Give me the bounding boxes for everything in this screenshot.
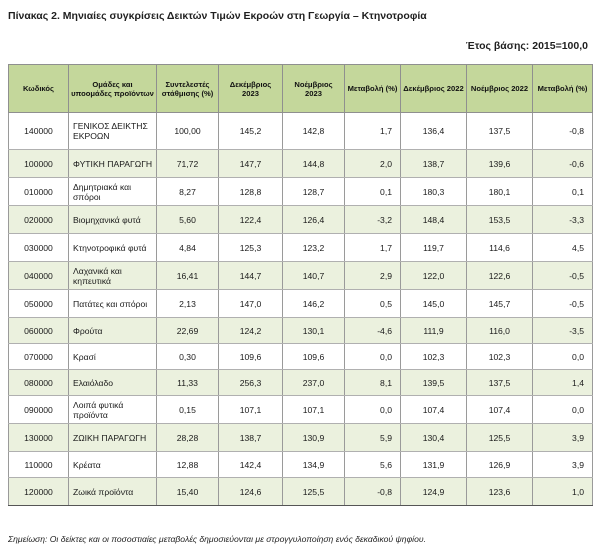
table-row — [9, 370, 593, 396]
cell-change-2022: -3,3 — [533, 206, 593, 234]
cell-dec-2022: 180,3 — [401, 178, 467, 206]
table-row — [9, 290, 593, 318]
table-row — [9, 452, 593, 478]
cell-dec-2023: 256,3 — [219, 370, 283, 396]
cell-code: 130000 — [9, 424, 69, 452]
cell-dec-2023: 122,4 — [219, 206, 283, 234]
cell-dec-2022: 148,4 — [401, 206, 467, 234]
cell-weight: 11,33 — [157, 370, 219, 396]
cell-nov-2023: 237,0 — [283, 370, 345, 396]
cell-dec-2023: 128,8 — [219, 178, 283, 206]
cell-nov-2023: 123,2 — [283, 234, 345, 262]
table-row — [9, 178, 593, 206]
cell-dec-2023: 124,6 — [219, 478, 283, 506]
cell-nov-2022: 137,5 — [467, 113, 533, 150]
cell-code: 100000 — [9, 150, 69, 178]
cell-nov-2023: 128,7 — [283, 178, 345, 206]
cell-weight: 4,84 — [157, 234, 219, 262]
cell-change-2022: 0,0 — [533, 344, 593, 370]
cell-change-2023: 2,0 — [345, 150, 401, 178]
cell-nov-2022: 137,5 — [467, 370, 533, 396]
cell-change-2022: -0,5 — [533, 262, 593, 290]
cell-dec-2022: 130,4 — [401, 424, 467, 452]
cell-nov-2022: 122,6 — [467, 262, 533, 290]
cell-dec-2022: 139,5 — [401, 370, 467, 396]
cell-change-2023: 5,6 — [345, 452, 401, 478]
cell-nov-2023: 146,2 — [283, 290, 345, 318]
table-title: Πίνακας 2. Μηνιαίες συγκρίσεις Δεικτών Τιμών Εκροών στη Γεωργία – Κτηνοτροφία — [8, 10, 427, 22]
cell-dec-2022: 138,7 — [401, 150, 467, 178]
cell-change-2022: 0,1 — [533, 178, 593, 206]
cell-weight: 12,88 — [157, 452, 219, 478]
cell-code: 020000 — [9, 206, 69, 234]
cell-nov-2023: 134,9 — [283, 452, 345, 478]
base-year-label: Έτος βάσης: 2015=100,0 — [465, 40, 588, 52]
cell-nov-2022: 180,1 — [467, 178, 533, 206]
cell-dec-2023: 109,6 — [219, 344, 283, 370]
table-row — [9, 478, 593, 506]
cell-nov-2022: 116,0 — [467, 318, 533, 344]
table-row — [9, 424, 593, 452]
cell-change-2022: 0,0 — [533, 396, 593, 424]
cell-dec-2023: 138,7 — [219, 424, 283, 452]
cell-dec-2022: 102,3 — [401, 344, 467, 370]
cell-nov-2023: 125,5 — [283, 478, 345, 506]
cell-weight: 16,41 — [157, 262, 219, 290]
price-index-table — [8, 64, 593, 506]
header-change-2023: Μεταβολή (%) — [345, 65, 401, 113]
cell-change-2023: 0,1 — [345, 178, 401, 206]
cell-code: 040000 — [9, 262, 69, 290]
header-group: Ομάδες και υποομάδες προϊόντων — [69, 65, 157, 113]
cell-nov-2022: 125,5 — [467, 424, 533, 452]
header-change-2022: Μεταβολή (%) — [533, 65, 593, 113]
cell-group: Ζωικά προϊόντα — [69, 478, 157, 506]
cell-nov-2022: 153,5 — [467, 206, 533, 234]
cell-change-2023: -0,8 — [345, 478, 401, 506]
cell-change-2023: 1,7 — [345, 234, 401, 262]
cell-dec-2022: 119,7 — [401, 234, 467, 262]
cell-group: Φρούτα — [69, 318, 157, 344]
cell-change-2022: 3,9 — [533, 424, 593, 452]
table-row — [9, 344, 593, 370]
cell-change-2023: 1,7 — [345, 113, 401, 150]
cell-change-2022: 4,5 — [533, 234, 593, 262]
cell-change-2023: 2,9 — [345, 262, 401, 290]
cell-group: Ελαιόλαδο — [69, 370, 157, 396]
cell-nov-2023: 107,1 — [283, 396, 345, 424]
cell-change-2022: 1,0 — [533, 478, 593, 506]
cell-change-2023: 0,0 — [345, 396, 401, 424]
cell-change-2022: -0,8 — [533, 113, 593, 150]
cell-nov-2022: 102,3 — [467, 344, 533, 370]
cell-group: Κρασί — [69, 344, 157, 370]
cell-change-2023: 0,0 — [345, 344, 401, 370]
cell-nov-2023: 130,9 — [283, 424, 345, 452]
cell-weight: 22,69 — [157, 318, 219, 344]
cell-nov-2023: 140,7 — [283, 262, 345, 290]
table-row — [9, 206, 593, 234]
cell-weight: 100,00 — [157, 113, 219, 150]
cell-dec-2023: 147,7 — [219, 150, 283, 178]
header-row — [9, 65, 593, 113]
header-nov-2022: Νοέμβριος 2022 — [467, 65, 533, 113]
cell-dec-2022: 122,0 — [401, 262, 467, 290]
cell-group: Δημητριακά και σπόροι — [69, 178, 157, 206]
cell-group: ΖΩΙΚΗ ΠΑΡΑΓΩΓΗ — [69, 424, 157, 452]
cell-weight: 15,40 — [157, 478, 219, 506]
table-row — [9, 396, 593, 424]
cell-dec-2022: 107,4 — [401, 396, 467, 424]
cell-nov-2023: 130,1 — [283, 318, 345, 344]
cell-group: Βιομηχανικά φυτά — [69, 206, 157, 234]
cell-dec-2022: 111,9 — [401, 318, 467, 344]
cell-nov-2022: 139,6 — [467, 150, 533, 178]
cell-change-2023: 0,5 — [345, 290, 401, 318]
cell-change-2023: 5,9 — [345, 424, 401, 452]
table-row — [9, 262, 593, 290]
cell-weight: 28,28 — [157, 424, 219, 452]
cell-group: ΦΥΤΙΚΗ ΠΑΡΑΓΩΓΗ — [69, 150, 157, 178]
cell-change-2022: -0,6 — [533, 150, 593, 178]
cell-nov-2022: 126,9 — [467, 452, 533, 478]
cell-group: ΓΕΝΙΚΟΣ ΔΕΙΚΤΗΣ ΕΚΡΟΩΝ — [69, 113, 157, 150]
header-code: Κωδικός — [9, 65, 69, 113]
cell-nov-2022: 123,6 — [467, 478, 533, 506]
header-dec-2023: Δεκέμβριος 2023 — [219, 65, 283, 113]
cell-dec-2023: 145,2 — [219, 113, 283, 150]
cell-code: 060000 — [9, 318, 69, 344]
cell-group: Κτηνοτροφικά φυτά — [69, 234, 157, 262]
cell-change-2023: 8,1 — [345, 370, 401, 396]
table-row — [9, 113, 593, 150]
cell-code: 120000 — [9, 478, 69, 506]
cell-nov-2022: 114,6 — [467, 234, 533, 262]
footnote: Σημείωση: Οι δείκτες και οι ποσοστιαίες μεταβολές δημοσιεύονται με στρογγυλοποίηση ενός δεκαδικού ψηφίου. — [8, 534, 426, 544]
cell-change-2022: -0,5 — [533, 290, 593, 318]
header-dec-2022: Δεκέμβριος 2022 — [401, 65, 467, 113]
cell-weight: 71,72 — [157, 150, 219, 178]
cell-group: Πατάτες και σπόροι — [69, 290, 157, 318]
cell-dec-2022: 124,9 — [401, 478, 467, 506]
table-row — [9, 150, 593, 178]
cell-nov-2022: 145,7 — [467, 290, 533, 318]
cell-code: 110000 — [9, 452, 69, 478]
cell-dec-2023: 142,4 — [219, 452, 283, 478]
cell-change-2022: -3,5 — [533, 318, 593, 344]
cell-change-2023: -3,2 — [345, 206, 401, 234]
cell-nov-2023: 144,8 — [283, 150, 345, 178]
cell-nov-2023: 126,4 — [283, 206, 345, 234]
cell-code: 030000 — [9, 234, 69, 262]
cell-weight: 0,15 — [157, 396, 219, 424]
cell-dec-2023: 124,2 — [219, 318, 283, 344]
header-nov-2023: Νοέμβριος 2023 — [283, 65, 345, 113]
cell-code: 070000 — [9, 344, 69, 370]
cell-change-2022: 1,4 — [533, 370, 593, 396]
cell-dec-2023: 144,7 — [219, 262, 283, 290]
cell-dec-2023: 125,3 — [219, 234, 283, 262]
cell-dec-2023: 107,1 — [219, 396, 283, 424]
table-row — [9, 234, 593, 262]
table-row — [9, 318, 593, 344]
cell-group: Λαχανικά και κηπευτικά — [69, 262, 157, 290]
cell-nov-2022: 107,4 — [467, 396, 533, 424]
cell-weight: 2,13 — [157, 290, 219, 318]
cell-dec-2022: 145,0 — [401, 290, 467, 318]
cell-dec-2022: 131,9 — [401, 452, 467, 478]
header-weight: Συντελεστές στάθμισης (%) — [157, 65, 219, 113]
cell-weight: 5,60 — [157, 206, 219, 234]
cell-dec-2023: 147,0 — [219, 290, 283, 318]
cell-code: 050000 — [9, 290, 69, 318]
cell-nov-2023: 142,8 — [283, 113, 345, 150]
cell-weight: 8,27 — [157, 178, 219, 206]
cell-weight: 0,30 — [157, 344, 219, 370]
cell-change-2023: -4,6 — [345, 318, 401, 344]
cell-code: 080000 — [9, 370, 69, 396]
cell-nov-2023: 109,6 — [283, 344, 345, 370]
cell-code: 010000 — [9, 178, 69, 206]
cell-dec-2022: 136,4 — [401, 113, 467, 150]
cell-code: 090000 — [9, 396, 69, 424]
cell-change-2022: 3,9 — [533, 452, 593, 478]
cell-group: Λοιπά φυτικά προϊόντα — [69, 396, 157, 424]
cell-group: Κρέατα — [69, 452, 157, 478]
cell-code: 140000 — [9, 113, 69, 150]
